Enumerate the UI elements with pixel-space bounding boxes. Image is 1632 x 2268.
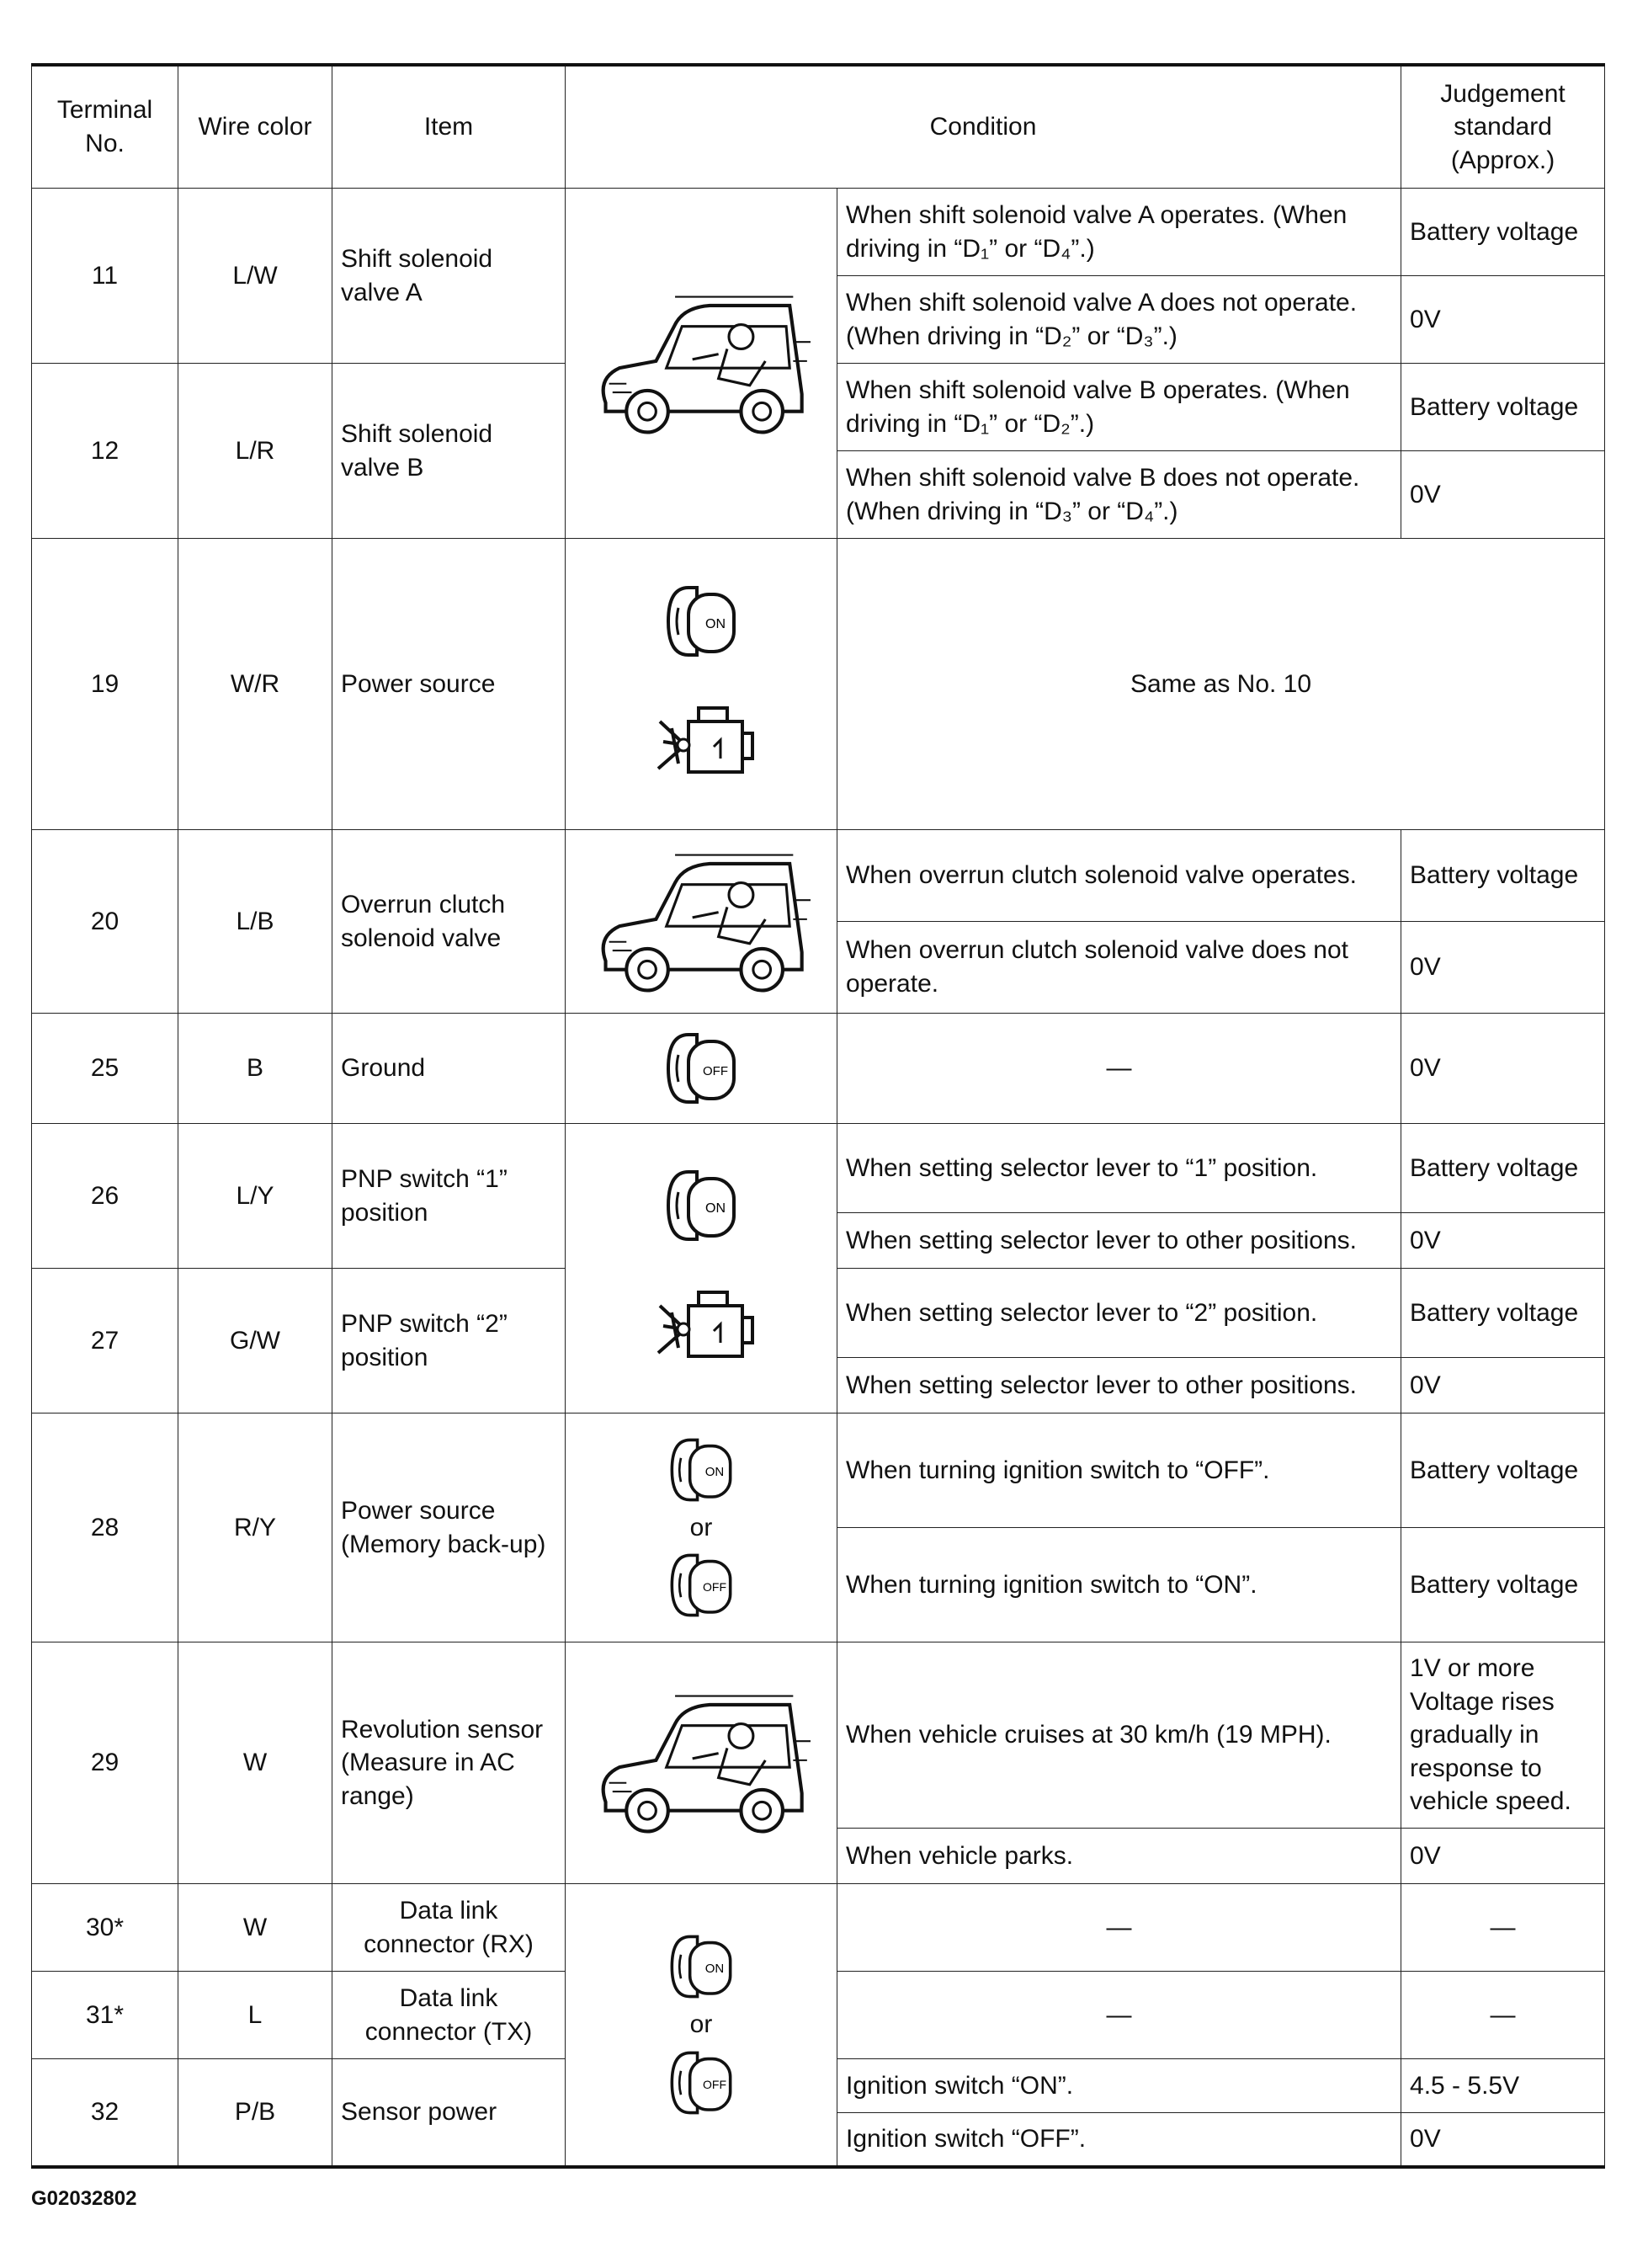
table-row (32, 1884, 1605, 1972)
item-cell: PNP switch “2” position (332, 1269, 566, 1414)
table-row (32, 1414, 1605, 1528)
condition-cell: Ignition switch “OFF”. (837, 2113, 1401, 2167)
wire-cell: W/R (178, 539, 332, 830)
condition-cell: — (837, 1972, 1401, 2059)
condition-cell: When overrun clutch solenoid valve does not operate. (837, 922, 1401, 1014)
condition-cell: When shift solenoid valve B operates. (When driving in “D₁” or “D₂”.) (837, 364, 1401, 451)
vehicle-driving-icon (566, 189, 837, 539)
condition-cell: — (837, 1014, 1401, 1124)
item-cell: Overrun clutch solenoid valve (332, 830, 566, 1014)
condition-cell: When setting selector lever to “2” position. (837, 1269, 1401, 1358)
item-cell: Shift solenoid valve A (332, 189, 566, 364)
item-cell: Data link connector (TX) (332, 1972, 566, 2059)
wire-cell: R/Y (178, 1414, 332, 1642)
judgement-cell: 4.5 - 5.5V (1401, 2059, 1605, 2113)
condition-cell: When turning ignition switch to “OFF”. (837, 1414, 1401, 1528)
table-row (32, 830, 1605, 922)
judgement-cell: Battery voltage (1401, 1269, 1605, 1358)
terminal-cell: 27 (32, 1269, 178, 1414)
condition-cell: — (837, 1884, 1401, 1972)
table-header-row (32, 65, 1605, 189)
item-cell: Power source (332, 539, 566, 830)
header-terminal: Terminal No. (32, 65, 178, 189)
condition-cell: When setting selector lever to other positions. (837, 1213, 1401, 1269)
ignition-key-off-icon (667, 2045, 735, 2121)
wire-cell: B (178, 1014, 332, 1124)
judgement-cell: 0V (1401, 276, 1605, 364)
ignition-key-on-icon (663, 1163, 739, 1248)
ignition-and-engine-icons (566, 1124, 837, 1414)
terminal-cell: 11 (32, 189, 178, 364)
judgement-cell: 0V (1401, 1213, 1605, 1269)
condition-cell: Ignition switch “ON”. (837, 2059, 1401, 2113)
condition-cell: When shift solenoid valve A operates. (When driving in “D₁” or “D₄”.) (837, 189, 1401, 276)
table-row (32, 1014, 1605, 1124)
judgement-cell: Battery voltage (1401, 364, 1605, 451)
condition-cell: When overrun clutch solenoid valve operates. (837, 830, 1401, 922)
table-row (32, 1124, 1605, 1213)
judgement-cell: 0V (1401, 2113, 1605, 2167)
item-cell: Power source (Memory back-up) (332, 1414, 566, 1642)
condition-cell: When setting selector lever to “1” position. (837, 1124, 1401, 1213)
vehicle-driving-icon (566, 1642, 837, 1884)
judgement-cell: 0V (1401, 1358, 1605, 1414)
header-wire-color: Wire color (178, 65, 332, 189)
engine-running-icon (646, 696, 756, 789)
vehicle-driving-icon (566, 830, 837, 1014)
table-row (32, 539, 1605, 830)
condition-cell: When vehicle parks. (837, 1829, 1401, 1884)
condition-cell: When vehicle cruises at 30 km/h (19 MPH). (837, 1642, 1401, 1829)
item-cell: Ground (332, 1014, 566, 1124)
terminal-cell: 20 (32, 830, 178, 1014)
item-cell: Revolution sensor (Measure in AC range) (332, 1642, 566, 1884)
wire-cell: W (178, 1884, 332, 1972)
judgement-cell: Battery voltage (1401, 1528, 1605, 1642)
item-cell: PNP switch “1” position (332, 1124, 566, 1269)
condition-cell: When shift solenoid valve A does not operate. (When driving in “D₂” or “D₃”.) (837, 276, 1401, 364)
wire-cell: L (178, 1972, 332, 2059)
ignition-and-engine-icons (566, 539, 837, 830)
judgement-cell: 0V (1401, 1014, 1605, 1124)
judgement-cell: Battery voltage (1401, 189, 1605, 276)
terminal-cell: 31* (32, 1972, 178, 2059)
terminal-cell: 28 (32, 1414, 178, 1642)
table-row (32, 1642, 1605, 1829)
wire-cell: L/R (178, 364, 332, 539)
wire-cell: W (178, 1642, 332, 1884)
judgement-cell: — (1401, 1884, 1605, 1972)
judgement-cell: 0V (1401, 1829, 1605, 1884)
svg-text:OFF: OFF (703, 1064, 728, 1078)
condition-cell: When setting selector lever to other positions. (837, 1358, 1401, 1414)
ignition-key-on-icon (667, 1432, 735, 1508)
figure-id: G02032802 (31, 2187, 137, 2210)
wire-cell: L/Y (178, 1124, 332, 1269)
ignition-key-on-icon (663, 579, 739, 663)
terminal-cell: 29 (32, 1642, 178, 1884)
or-label: or (689, 2010, 713, 2038)
ignition-key-on-or-off-icons (566, 1414, 837, 1642)
terminal-cell: 25 (32, 1014, 178, 1124)
judgement-cell: Battery voltage (1401, 1414, 1605, 1528)
svg-text:ON: ON (705, 1201, 726, 1216)
judgement-cell: 1V or more Voltage rises gradually in response to vehicle speed. (1401, 1642, 1605, 1829)
item-cell: Sensor power (332, 2059, 566, 2167)
engine-running-icon (646, 1280, 756, 1373)
wire-cell: G/W (178, 1269, 332, 1414)
terminal-cell: 26 (32, 1124, 178, 1269)
terminal-cell: 19 (32, 539, 178, 830)
header-condition: Condition (566, 65, 1401, 189)
ignition-key-off-icon (566, 1014, 837, 1124)
table-row (32, 189, 1605, 276)
item-cell: Shift solenoid valve B (332, 364, 566, 539)
wire-cell: P/B (178, 2059, 332, 2167)
ignition-key-on-icon (667, 1929, 735, 2004)
or-label: or (689, 1513, 713, 1541)
terminal-cell: 32 (32, 2059, 178, 2167)
wire-cell: L/B (178, 830, 332, 1014)
header-item: Item (332, 65, 566, 189)
judgement-cell: Battery voltage (1401, 1124, 1605, 1213)
svg-text:OFF: OFF (703, 1580, 726, 1595)
condition-cell: Same as No. 10 (837, 539, 1605, 830)
terminal-cell: 12 (32, 364, 178, 539)
svg-text:ON: ON (704, 1961, 725, 1976)
judgement-cell: 0V (1401, 451, 1605, 539)
ignition-key-on-or-off-icons (566, 1884, 837, 2167)
item-cell: Data link connector (RX) (332, 1884, 566, 1972)
terminal-cell: 30* (32, 1884, 178, 1972)
header-judgement: Judgement standard (Approx.) (1401, 65, 1605, 189)
condition-cell: When shift solenoid valve B does not operate. (When driving in “D₃” or “D₄”.) (837, 451, 1401, 539)
terminal-spec-table (31, 63, 1605, 2169)
condition-cell: When turning ignition switch to “ON”. (837, 1528, 1401, 1642)
judgement-cell: 0V (1401, 922, 1605, 1014)
ignition-key-off-icon (667, 1547, 735, 1623)
svg-text:ON: ON (704, 1464, 725, 1479)
judgement-cell: Battery voltage (1401, 830, 1605, 922)
wire-cell: L/W (178, 189, 332, 364)
svg-text:OFF: OFF (703, 2077, 726, 2091)
judgement-cell: — (1401, 1972, 1605, 2059)
svg-text:ON: ON (705, 616, 726, 631)
